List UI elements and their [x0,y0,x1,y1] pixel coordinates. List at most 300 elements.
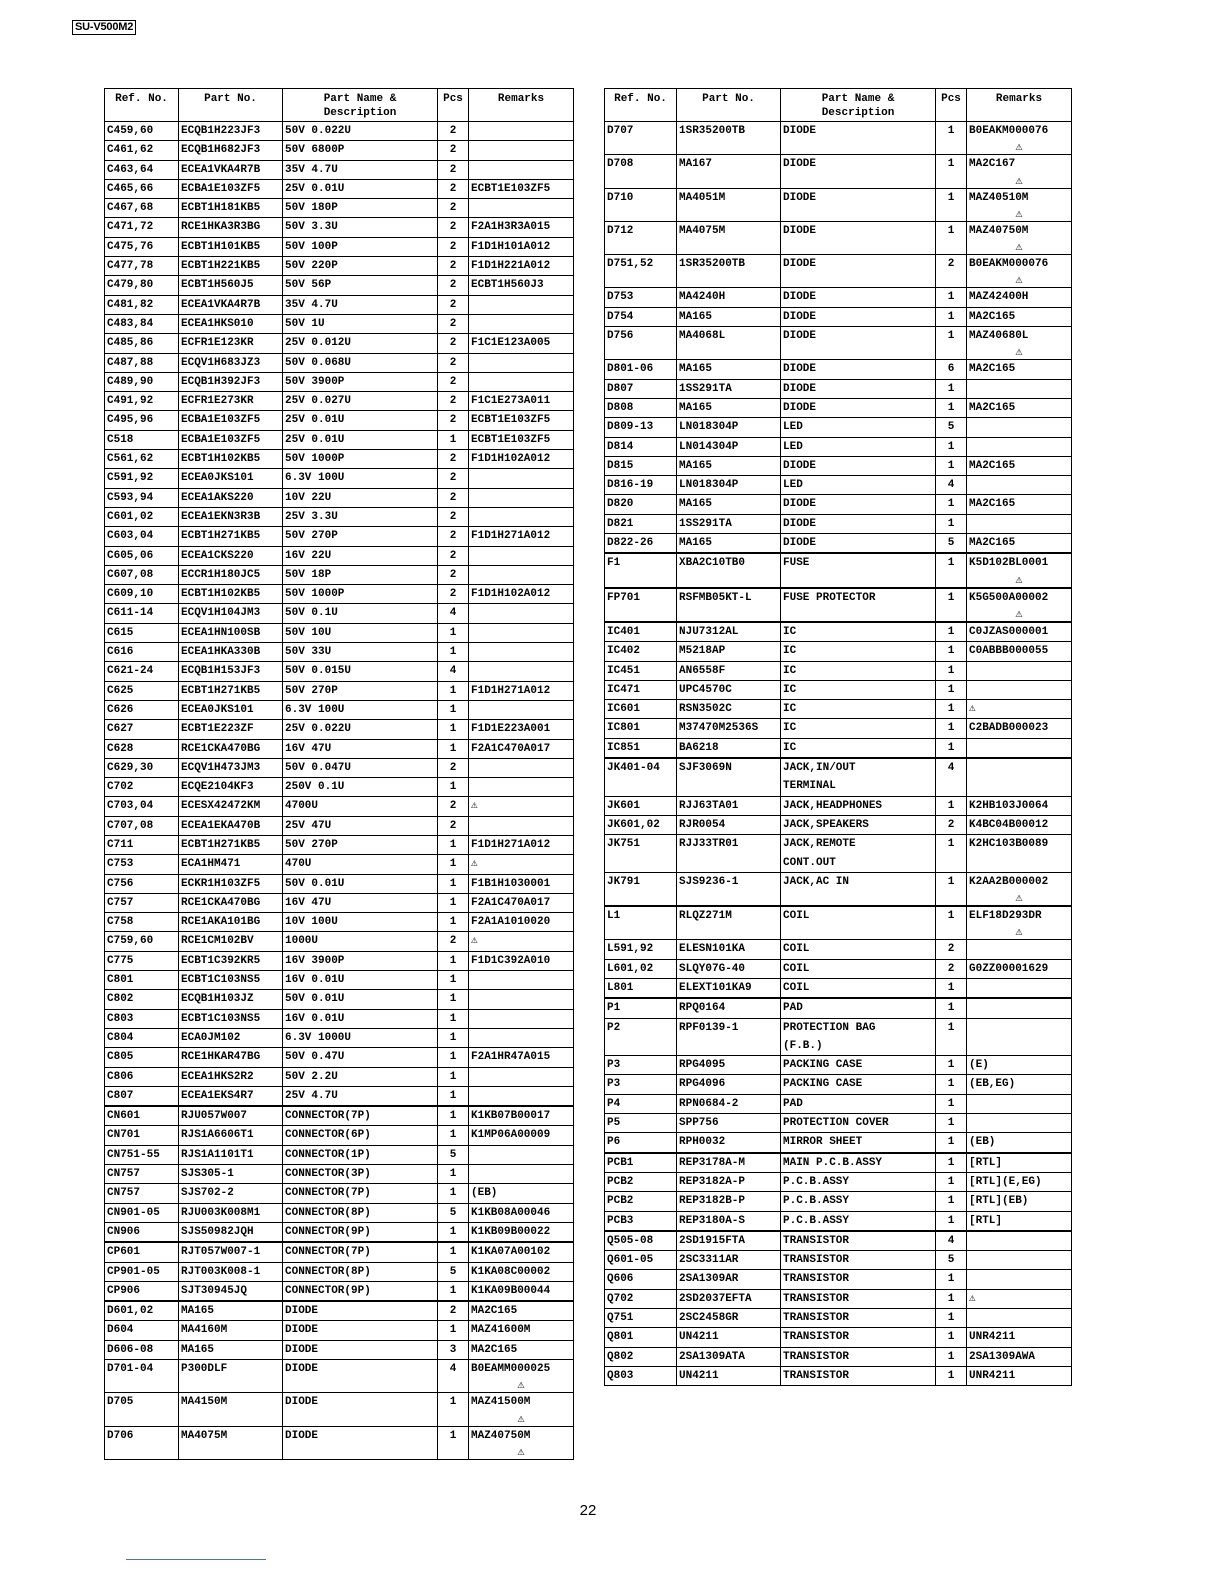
ref-cell: PCB2 [605,1192,677,1211]
part-no-cell: RJT057W007-1 [179,1243,283,1262]
ref-cell: Q601-05 [605,1251,677,1270]
table-row [605,1231,1072,1250]
part-name-cell: 50V 270P [283,835,438,854]
ref-cell: CP906 [105,1281,179,1300]
header-pcs: Pcs [438,89,469,122]
part-name-cell: P.C.B.ASSY [781,1211,936,1230]
ref-cell: Q702 [605,1289,677,1308]
ref-cell: L801 [605,978,677,997]
part-name-cell: TRANSISTOR [781,1270,936,1289]
part-no-cell: RJS1A1101T1 [179,1145,283,1164]
ref-cell: C483,84 [105,314,179,333]
pcs-cell: 1 [438,1426,469,1459]
part-no-cell: ECQV1H104JM3 [179,604,283,623]
part-no-cell: NJU7312AL [677,622,781,641]
part-no-cell: ECCR1H180JC5 [179,565,283,584]
part-no-cell: UPC4570C [677,680,781,699]
ref-cell: JK401-04 [605,759,677,797]
part-name-cell: 50V 220P [283,257,438,276]
pcs-cell: 1 [936,1366,967,1385]
part-name-cell: 50V 1000P [283,585,438,604]
pcs-cell: 1 [438,951,469,970]
pcs-cell: 2 [438,199,469,218]
remarks-cell [469,1009,574,1028]
ref-cell: C591,92 [105,469,179,488]
remarks-cell: F1D1H271A012 [469,681,574,700]
table-row [605,835,1072,873]
remarks-cell: K1KB09B00022 [469,1222,574,1241]
pcs-cell: 1 [438,700,469,719]
part-name-cell: 6.3V 1000U [283,1028,438,1047]
part-name-cell: COIL [781,978,936,997]
table-row [605,1328,1072,1347]
ref-cell: P2 [605,1018,677,1056]
part-no-cell: ELESN101KA [677,940,781,959]
part-name-cell: 25V 0.027U [283,392,438,411]
part-no-cell: ECBA1E103ZF5 [179,430,283,449]
remarks-cell [469,295,574,314]
part-name-cell: FUSE [781,554,936,587]
ref-cell: D820 [605,495,677,514]
pcs-cell: 1 [936,1133,967,1152]
pcs-cell: 4 [936,476,967,495]
pcs-cell: 1 [438,971,469,990]
table-row [105,893,574,912]
pcs-cell: 1 [936,437,967,456]
part-no-cell: P300DLF [179,1360,283,1393]
part-no-cell: MA4068L [677,327,781,360]
remarks-cell: K2HC103B0089 [967,835,1072,873]
table-row [105,1107,574,1126]
ref-cell: D756 [605,327,677,360]
ref-cell: C475,76 [105,237,179,256]
part-no-cell: MA4051M [677,188,781,221]
pcs-cell: 1 [438,874,469,893]
table-row [605,588,1072,621]
remarks-cell: K4BC04B00012 [967,815,1072,834]
part-name-cell: DIODE [283,1426,438,1459]
part-name-cell: 25V 0.01U [283,179,438,198]
table-row [105,585,574,604]
part-no-cell: MA4150M [179,1393,283,1426]
ref-cell: C628 [105,739,179,758]
remarks-cell [469,700,574,719]
warning-icon: ⚠ [517,1444,525,1459]
part-name-cell: 50V 3900P [283,372,438,391]
table-row [105,1203,574,1222]
part-name-cell: COIL [781,959,936,978]
table-row [105,739,574,758]
remarks-cell [469,623,574,642]
ref-cell: Q751 [605,1309,677,1328]
part-no-cell: ECBT1H271KB5 [179,681,283,700]
pcs-cell: 1 [438,835,469,854]
table-row [105,1426,574,1459]
pcs-cell: 2 [438,141,469,160]
pcs-cell: 1 [936,738,967,757]
part-name-cell: 470U [283,855,438,874]
table-row [105,276,574,295]
table-row [105,1009,574,1028]
remarks-cell [469,488,574,507]
part-name-cell: 35V 4.7U [283,160,438,179]
part-name-cell: 50V 33U [283,643,438,662]
remarks-cell [469,662,574,681]
part-no-cell: RPF0139-1 [677,1018,781,1056]
pcs-cell: 1 [936,1056,967,1075]
ref-cell: L591,92 [605,940,677,959]
remarks-cell [967,1251,1072,1270]
part-name-cell: JACK,AC IN [781,872,936,905]
pcs-cell: 2 [438,179,469,198]
part-no-cell: UN4211 [677,1366,781,1385]
table-row [105,1340,574,1359]
pcs-cell: 4 [936,1231,967,1250]
part-no-cell: RPG4096 [677,1075,781,1094]
table-row [605,1114,1072,1133]
ref-cell: PCB3 [605,1211,677,1230]
part-no-cell: MA4075M [179,1426,283,1459]
ref-cell: D712 [605,221,677,254]
footer-line [126,1559,266,1560]
ref-cell: L601,02 [605,959,677,978]
remarks-cell: ⚠ [469,932,574,951]
table-row [105,527,574,546]
table-row [605,307,1072,326]
part-name-cell: DIODE [283,1302,438,1321]
pcs-cell: 1 [936,1172,967,1191]
ref-cell: C603,04 [105,527,179,546]
remarks-cell [469,990,574,1009]
table-row [605,940,1072,959]
table-row [105,1165,574,1184]
part-name-cell: IC [781,622,936,641]
table-row [105,932,574,951]
pcs-cell: 2 [438,276,469,295]
part-no-cell: ECA0JM102 [179,1028,283,1047]
remarks-cell: MAZ40750M ⚠ [469,1426,574,1459]
table-row [605,456,1072,475]
table-row [105,662,574,681]
ref-cell: D815 [605,456,677,475]
table-row [105,122,574,141]
part-name-cell: 25V 0.01U [283,411,438,430]
part-name-cell: CONNECTOR(1P) [283,1145,438,1164]
table-row [605,680,1072,699]
pcs-cell: 2 [438,507,469,526]
remarks-cell: (E) [967,1056,1072,1075]
pcs-cell: 2 [438,585,469,604]
part-no-cell: 2SD2037EFTA [677,1289,781,1308]
pcs-cell: 1 [936,379,967,398]
remarks-cell [469,314,574,333]
part-name-cell: CONNECTOR(8P) [283,1203,438,1222]
remarks-cell: MA2C165 [967,307,1072,326]
part-no-cell: RCE1HKAR47BG [179,1048,283,1067]
part-name-cell: CONNECTOR(9P) [283,1222,438,1241]
part-name-cell: DIODE [781,514,936,533]
ref-cell: C518 [105,430,179,449]
part-name-cell: PACKING CASE [781,1056,936,1075]
table-row [605,738,1072,757]
remarks-cell: (EB) [469,1184,574,1203]
part-name-cell: 50V 0.47U [283,1048,438,1067]
part-no-cell: ECBT1H101KB5 [179,237,283,256]
remarks-cell: MA2C167 ⚠ [967,155,1072,188]
warning-icon: ⚠ [1015,891,1023,906]
remarks-cell: B0EAMM000025 ⚠ [469,1360,574,1393]
ref-cell: C495,96 [105,411,179,430]
part-no-cell: MA165 [677,398,781,417]
pcs-cell: 2 [438,237,469,256]
pcs-cell: 1 [936,700,967,719]
remarks-cell: K2AA2B000002 ⚠ [967,872,1072,905]
remarks-cell: C0ABBB000055 [967,642,1072,661]
pcs-cell: 1 [936,514,967,533]
ref-cell: P5 [605,1114,677,1133]
part-no-cell: MA167 [677,155,781,188]
part-name-cell: 16V 3900P [283,951,438,970]
part-name-cell: FUSE PROTECTOR [781,588,936,621]
model-label: SU-V500M2 [72,20,136,35]
part-no-cell: RPN0684-2 [677,1094,781,1113]
pcs-cell: 1 [438,1222,469,1241]
warning-icon: ⚠ [1015,173,1023,188]
table-row [105,1302,574,1321]
remarks-cell: ECBT1E103ZF5 [469,411,574,430]
pcs-cell: 1 [936,999,967,1018]
pcs-cell: 2 [936,815,967,834]
pcs-cell: 1 [936,554,967,587]
ref-cell: C615 [105,623,179,642]
part-no-cell: REP3182B-P [677,1192,781,1211]
remarks-cell: F1D1H102A012 [469,450,574,469]
remarks-cell: MAZ40750M ⚠ [967,221,1072,254]
table-row [605,1056,1072,1075]
table-row [105,835,574,854]
ref-cell: D707 [605,122,677,155]
pcs-cell: 1 [438,778,469,797]
pcs-cell: 1 [438,720,469,739]
ref-cell: P1 [605,999,677,1018]
ref-cell: D604 [105,1321,179,1340]
pcs-cell: 1 [438,1009,469,1028]
remarks-cell: MA2C165 [967,534,1072,553]
pcs-cell: 2 [438,411,469,430]
table-row [105,430,574,449]
table-row [605,796,1072,815]
table-row [605,255,1072,288]
part-name-cell: TRANSISTOR [781,1289,936,1308]
table-row [105,1393,574,1426]
part-name-cell: DIODE [781,360,936,379]
ref-cell: C491,92 [105,392,179,411]
part-name-cell: PACKING CASE [781,1075,936,1094]
part-name-cell: 6.3V 100U [283,700,438,719]
part-name-cell: 16V 22U [283,546,438,565]
part-name-cell: 50V 18P [283,565,438,584]
part-no-cell: 2SA1309AR [677,1270,781,1289]
ref-cell: IC801 [605,719,677,738]
remarks-cell: MAZ40680L ⚠ [967,327,1072,360]
ref-cell: CN757 [105,1184,179,1203]
pcs-cell: 1 [936,978,967,997]
ref-cell: D710 [605,188,677,221]
part-no-cell: 2SC2458GR [677,1309,781,1328]
table-row [105,1184,574,1203]
remarks-cell: MA2C165 [967,495,1072,514]
table-row [105,392,574,411]
ref-cell: C629,30 [105,758,179,777]
ref-cell: C601,02 [105,507,179,526]
part-name-cell: IC [781,642,936,661]
part-name-cell: DIODE [781,188,936,221]
pcs-cell: 2 [936,940,967,959]
remarks-cell: MA2C165 [967,456,1072,475]
part-no-cell: RJR0054 [677,815,781,834]
pcs-cell: 2 [438,469,469,488]
pcs-cell: 2 [438,1302,469,1321]
part-name-cell: DIODE [283,1360,438,1393]
ref-cell: D822-26 [605,534,677,553]
table-row [605,1133,1072,1152]
part-name-cell: 50V 0.068U [283,353,438,372]
remarks-cell: MAZ40510M ⚠ [967,188,1072,221]
part-no-cell: ECQB1H153JF3 [179,662,283,681]
part-name-cell: PAD [781,999,936,1018]
ref-cell: C627 [105,720,179,739]
part-no-cell: 1SS291TA [677,514,781,533]
remarks-cell [469,1028,574,1047]
ref-cell: C593,94 [105,488,179,507]
table-row [105,990,574,1009]
pcs-cell: 1 [438,990,469,1009]
table-row [605,360,1072,379]
part-name-cell: DIODE [781,327,936,360]
pcs-cell: 1 [936,872,967,905]
remarks-cell [469,778,574,797]
part-no-cell: RJT003K008-1 [179,1262,283,1281]
part-no-cell: SJS9236-1 [677,872,781,905]
table-row [605,122,1072,155]
table-row [605,815,1072,834]
pcs-cell: 2 [438,488,469,507]
table-row [105,372,574,391]
part-name-cell: LED [781,437,936,456]
table-row [605,1270,1072,1289]
ref-cell: Q802 [605,1347,677,1366]
part-no-cell: RCE1HKA3R3BG [179,218,283,237]
part-no-cell: SJS702-2 [179,1184,283,1203]
pcs-cell: 2 [438,816,469,835]
remarks-cell: K2HB103J0064 [967,796,1072,815]
table-row [105,488,574,507]
remarks-cell: UNR4211 [967,1328,1072,1347]
table-row [105,218,574,237]
pcs-cell: 1 [438,1165,469,1184]
pcs-cell: 1 [936,155,967,188]
part-name-cell: CONNECTOR(6P) [283,1126,438,1145]
warning-icon: ⚠ [517,1411,525,1426]
ref-cell: IC401 [605,622,677,641]
pcs-cell: 1 [936,796,967,815]
part-name-cell: DIODE [781,495,936,514]
part-no-cell: ECEA0JKS101 [179,700,283,719]
table-row [105,681,574,700]
table-row [105,816,574,835]
pcs-cell: 5 [936,1251,967,1270]
remarks-cell [469,1086,574,1105]
remarks-cell: ECBT1E103ZF5 [469,179,574,198]
pcs-cell: 2 [438,372,469,391]
part-no-cell: ECEA1VKA4R7B [179,160,283,179]
remarks-cell: F1D1H101A012 [469,237,574,256]
table-row [105,199,574,218]
remarks-cell: B0EAKM000076 ⚠ [967,255,1072,288]
part-no-cell: UN4211 [677,1328,781,1347]
table-row [105,1028,574,1047]
part-no-cell: ECQB1H103JZ [179,990,283,1009]
remarks-cell: MA2C165 [967,360,1072,379]
pcs-cell: 1 [438,1184,469,1203]
warning-icon: ⚠ [517,1378,525,1393]
ref-cell: C806 [105,1067,179,1086]
part-name-cell: DIODE [781,456,936,475]
remarks-cell: K1KA09B00044 [469,1281,574,1300]
header-name: Part Name & Description [781,89,936,122]
part-no-cell: ECEA1VKA4R7B [179,295,283,314]
part-name-cell: JACK,HEADPHONES [781,796,936,815]
part-no-cell: RPG4095 [677,1056,781,1075]
part-no-cell: AN6558F [677,661,781,680]
part-name-cell: 16V 0.01U [283,1009,438,1028]
part-no-cell: RJJ63TA01 [677,796,781,815]
remarks-cell: F2A1HR47A015 [469,1048,574,1067]
remarks-cell [469,160,574,179]
remarks-cell: G0ZZ00001629 [967,959,1072,978]
part-no-cell: RLQZ271M [677,907,781,940]
ref-cell: Q803 [605,1366,677,1385]
remarks-cell: F1D1H102A012 [469,585,574,604]
part-no-cell: ECEA1HKS010 [179,314,283,333]
part-no-cell: ECEA1HKS2R2 [179,1067,283,1086]
part-name-cell: 35V 4.7U [283,295,438,314]
warning-icon: ⚠ [1015,572,1023,587]
ref-cell: C775 [105,951,179,970]
part-name-cell: 50V 0.01U [283,990,438,1009]
remarks-cell [967,759,1072,797]
table-row [105,160,574,179]
part-name-cell: DIODE [781,221,936,254]
part-no-cell: M5218AP [677,642,781,661]
ref-cell: C489,90 [105,372,179,391]
remarks-cell: C0JZAS000001 [967,622,1072,641]
pcs-cell: 1 [936,588,967,621]
remarks-cell: [RTL] [967,1153,1072,1172]
part-name-cell: IC [781,680,936,699]
ref-cell: D808 [605,398,677,417]
header-name: Part Name & Description [283,89,438,122]
header-part: Part No. [677,89,781,122]
ref-cell: C804 [105,1028,179,1047]
table-row [605,1211,1072,1230]
pcs-cell: 1 [936,1309,967,1328]
pcs-cell: 1 [438,1393,469,1426]
ref-cell: C605,06 [105,546,179,565]
part-no-cell: RJJ33TR01 [677,835,781,873]
part-no-cell: ECFR1E273KR [179,392,283,411]
ref-cell: IC451 [605,661,677,680]
